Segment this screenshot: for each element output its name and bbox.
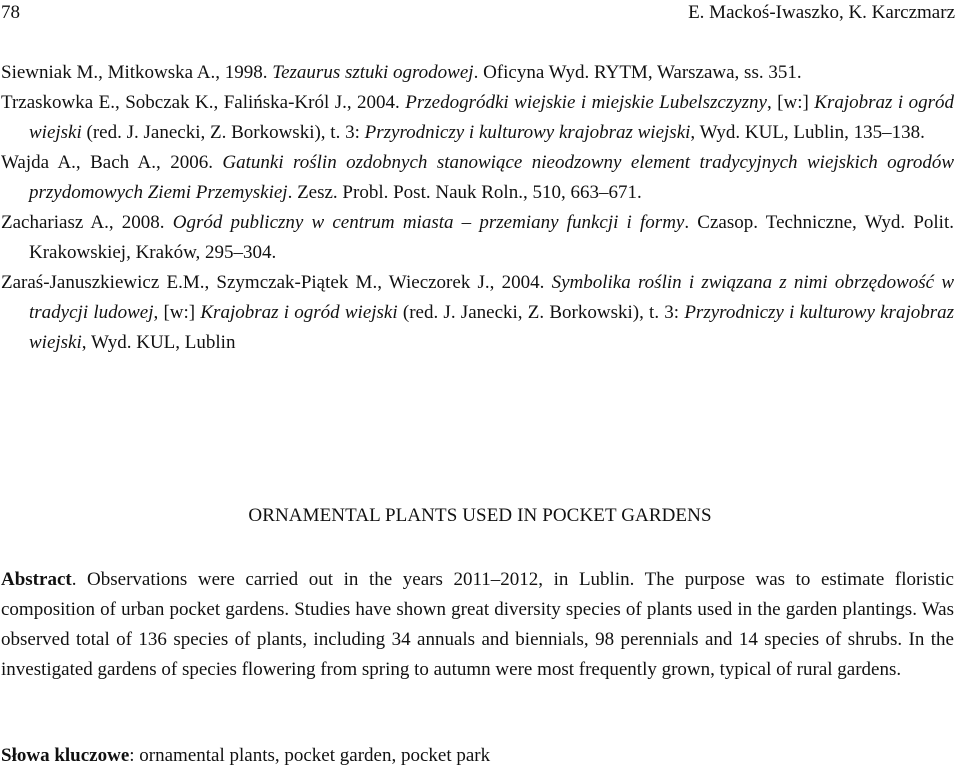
running-header	[0, 2, 955, 28]
reference-title: Przyrodniczy i kulturowy krajobraz wiejski	[29, 302, 955, 353]
reference-entry	[1, 148, 954, 208]
reference-title: Symbolika roślin i związana z nimi obrzędowość w tradycji ludowej	[29, 272, 955, 323]
reference-text: Trzaskowka E., Sobczak K., Falińska-Król J., 2004.	[1, 92, 406, 113]
reference-title: Krajobraz i ogród wiejski	[29, 92, 955, 143]
reference-title: Gatunki roślin ozdobnych stanowiące nieodzowny element tradycyjnych wiejskich ogrodów przydomowych Ziemi Przemyskiej	[29, 152, 955, 203]
reference-text: , [w:]	[766, 92, 815, 113]
reference-title: Przedogródki wiejskie i miejskie Lubelszczyzny	[405, 92, 767, 113]
keywords-label: Słowa kluczowe	[1, 745, 130, 766]
reference-title: Krajobraz i ogród wiejski	[200, 302, 398, 323]
reference-text: (red. J. Janecki, Z. Borkowski), t. 3:	[81, 122, 365, 143]
reference-text: , [w:]	[153, 302, 201, 323]
running-header-authors: E. Mackoś-Iwaszko, K. Karczmarz	[688, 2, 955, 23]
reference-list	[1, 58, 954, 358]
reference-entry	[1, 208, 954, 268]
reference-title: Tezaurus sztuki ogrodowej	[272, 62, 474, 83]
reference-text: . Zesz. Probl. Post. Nauk Roln., 510, 663–671.	[287, 182, 642, 203]
reference-title: Przyrodniczy i kulturowy krajobraz wiejski	[364, 122, 691, 143]
english-title: ORNAMENTAL PLANTS USED IN POCKET GARDENS	[248, 505, 712, 526]
reference-text: Zaraś-Januszkiewicz E.M., Szymczak-Piątek M., Wieczorek J., 2004.	[1, 272, 552, 293]
abstract-label: Abstract	[1, 569, 72, 590]
keywords	[1, 741, 954, 771]
abstract-text: . Observations were carried out in the years 2011–2012, in Lublin. The purpose was to estimate floristic composition of urban pocket gardens. Studies have shown great diversity species of plants used in the garden plantings. Was observed total of 136 species of plants, including 34 annuals and biennials, 98 perennials and 14 species of shrubs. In the investigated gardens of species flowering from spring to autumn were most frequently grown, typical of rural gardens.	[1, 569, 954, 680]
reference-entry	[1, 268, 954, 358]
reference-text: . Czasop. Techniczne, Wyd. Polit. Krakowskiej, Kraków, 295–304.	[29, 212, 954, 263]
reference-text: Wajda A., Bach A., 2006.	[1, 152, 223, 173]
reference-text: Siewniak M., Mitkowska A., 1998.	[1, 62, 273, 83]
reference-text: (red. J. Janecki, Z. Borkowski), t. 3:	[397, 302, 685, 323]
abstract	[1, 565, 954, 685]
reference-entry	[1, 58, 954, 88]
reference-text: , Wyd. KUL, Lublin, 135–138.	[690, 122, 925, 143]
reference-text: Zachariasz A., 2008.	[1, 212, 173, 233]
keywords-text: : ornamental plants, pocket garden, pocket park	[129, 745, 491, 766]
reference-text: . Oficyna Wyd. RYTM, Warszawa, ss. 351.	[473, 62, 802, 83]
page-number: 78	[1, 2, 20, 23]
reference-text: , Wyd. KUL, Lublin	[81, 332, 236, 353]
reference-entry	[1, 88, 954, 148]
reference-title: Ogród publiczny w centrum miasta – przemiany funkcji i formy	[172, 212, 685, 233]
